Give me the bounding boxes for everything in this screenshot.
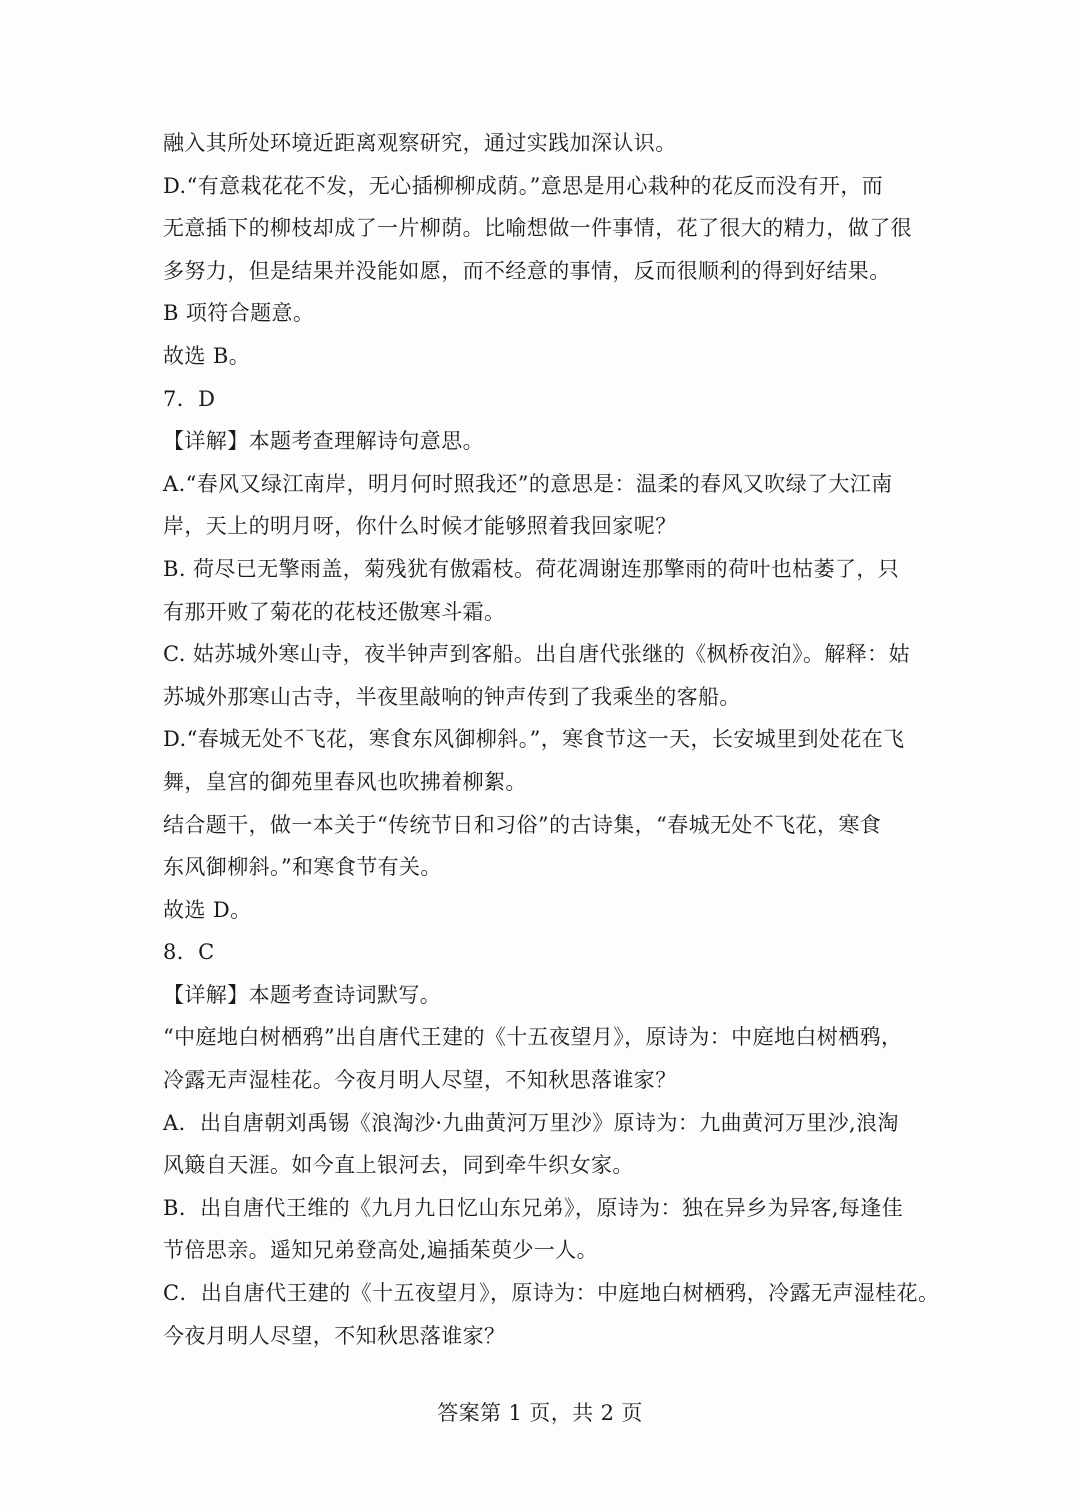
text-line: 苏城外那寒山古寺，半夜里敲响的钟声传到了我乘坐的客船。 xyxy=(163,684,741,709)
text-line: 【详解】本题考查诗词默写。 xyxy=(163,982,442,1007)
text-line: 节倍思亲。遥知兄弟登高处,遍插茱萸少一人。 xyxy=(163,1238,599,1263)
text-line: A．出自唐朝刘禹锡《浪淘沙·九曲黄河万里沙》原诗为：九曲黄河万里沙,浪淘 xyxy=(163,1110,899,1135)
text-line: 冷露无声湿桂花。今夜月明人尽望，不知秋思落谁家？ xyxy=(163,1068,677,1093)
text-line: C．出自唐代王建的《十五夜望月》，原诗为：中庭地白树栖鸦，冷露无声湿桂花。 xyxy=(163,1281,940,1306)
text-line: A.“春风又绿江南岸，明月何时照我还”的意思是：温柔的春风又吹绿了大江南 xyxy=(163,471,893,496)
text-line: “中庭地白树栖鸦”出自唐代王建的《十五夜望月》，原诗为：中庭地白树栖鸦， xyxy=(163,1025,903,1050)
text-line: 有那开败了菊花的花枝还傲寒斗霜。 xyxy=(163,599,506,624)
text-line: 故选 D。 xyxy=(163,897,252,922)
text-line: 结合题干，做一本关于“传统节日和习俗”的古诗集，“春城无处不飞花，寒食 xyxy=(163,812,882,837)
text-line: 融入其所处环境近距离观察研究，通过实践加深认识。 xyxy=(163,131,677,155)
text-line: 岸，天上的明月呀，你什么时候才能够照着我回家呢？ xyxy=(163,514,677,539)
text-line: D.“春城无处不飞花，寒食东风御柳斜。”，寒食节这一天，长安城里到处花在飞 xyxy=(163,727,905,752)
text-line: C. 姑苏城外寒山寺，夜半钟声到客船。出自唐代张继的《枫桥夜泊》。解释：姑 xyxy=(163,642,910,667)
text-line: D.“有意栽花花不发，无心插柳柳成荫。”意思是用心栽种的花反而没有开，而 xyxy=(163,173,884,198)
text-line: 风簸自天涯。如今直上银河去，同到牵牛织女家。 xyxy=(163,1153,634,1178)
text-line: 东风御柳斜。”和寒食节有关。 xyxy=(163,855,442,880)
text-line: 故选 B。 xyxy=(163,343,251,368)
text-line: 舞，皇宫的御苑里春风也吹拂着柳絮。 xyxy=(163,769,527,794)
question-number: 8．C xyxy=(163,940,215,965)
text-line: B. 荷尽已无擎雨盖，菊残犹有傲霜枝。荷花凋谢连那擎雨的荷叶也枯萎了，只 xyxy=(163,556,900,581)
text-line: B 项符合题意。 xyxy=(163,301,315,326)
question-number: 7．D xyxy=(163,386,216,411)
text-line: 今夜月明人尽望，不知秋思落谁家？ xyxy=(163,1323,506,1348)
text-line: 无意插下的柳枝却成了一片柳荫。比喻想做一件事情，花了很大的精力，做了很 xyxy=(163,216,912,241)
page-footer: 答案第 1 页，共 2 页 xyxy=(437,1401,643,1425)
text-line: B．出自唐代王维的《九月九日忆山东兄弟》，原诗为：独在异乡为异客,每逢佳 xyxy=(163,1195,904,1220)
text-line: 【详解】本题考查理解诗句意思。 xyxy=(163,429,484,454)
text-line: 多努力，但是结果并没能如愿，而不经意的事情，反而很顺利的得到好结果。 xyxy=(163,258,891,283)
answer-body xyxy=(163,122,940,1357)
